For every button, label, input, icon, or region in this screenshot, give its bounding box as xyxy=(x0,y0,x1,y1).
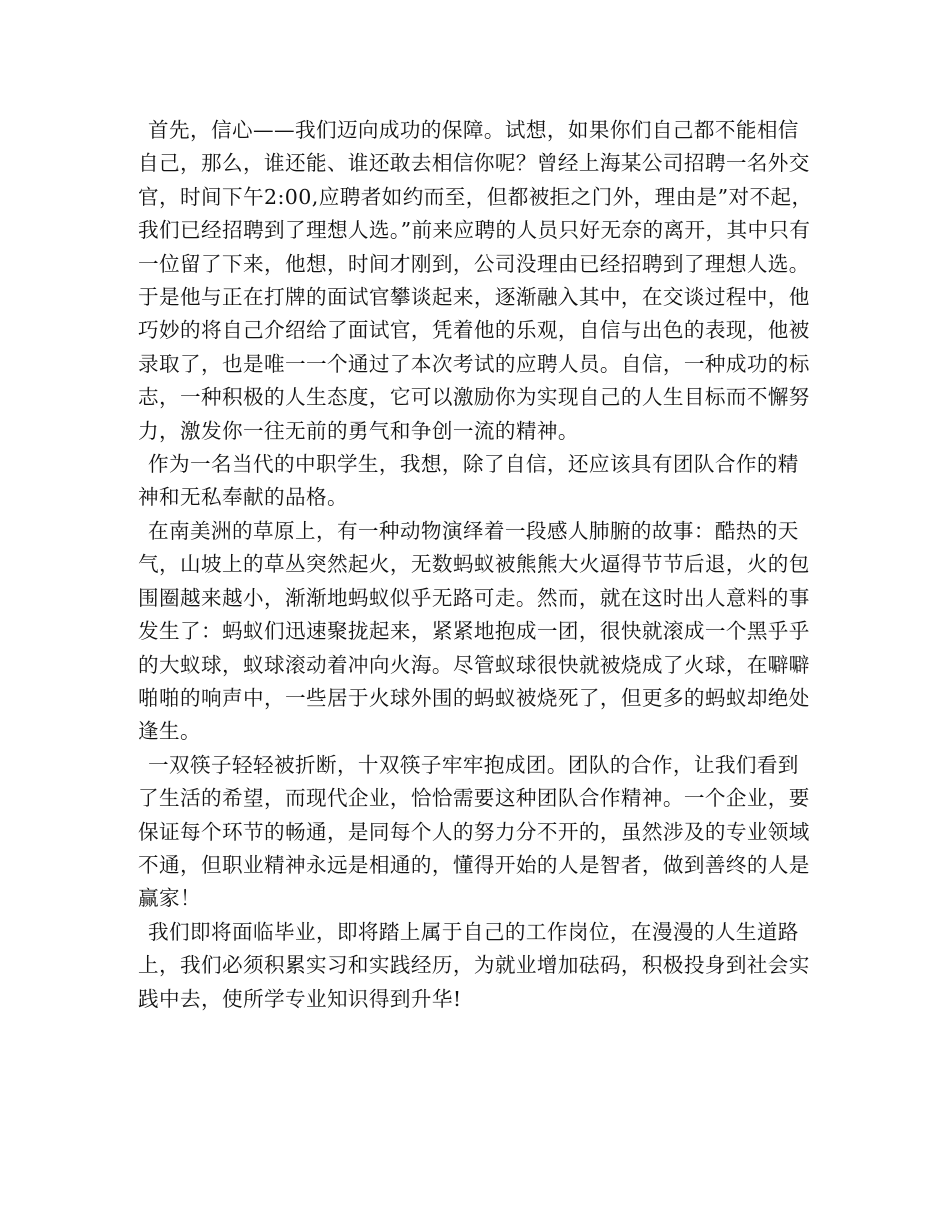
paragraph-ant-story: 在南美洲的草原上，有一种动物演绎着一段感人肺腑的故事：酷热的天气，山坡上的草丛突然起火，无数蚂蚁被熊熊大火逼得节节后退，火的包围圈越来越小，渐渐地蚂蚁似乎无路可走。然而，就在这时出人意料的事发生了：蚂蚁们迅速聚拢起来，紧紧地抱成一团，很快就滚成一个黑乎乎的大蚁球，蚁球滚动着冲向火海。尽管蚁球很快就被烧成了火球，在噼噼啪啪的响声中，一些居于火球外围的蚂蚁被烧死了，但更多的蚂蚁却绝处逢生。 xyxy=(138,518,810,744)
paragraph-graduation: 我们即将面临毕业，即将踏上属于自己的工作岗位，在漫漫的人生道路上，我们必须积累实习和实践经历，为就业增加砝码，积极投身到社会实践中去，使所学专业知识得到升华! xyxy=(138,919,810,1011)
document-body xyxy=(138,114,818,1016)
paragraph-chopsticks: 一双筷子轻轻被折断，十双筷子牢牢抱成团。团队的合作，让我们看到了生活的希望，而现代企业，恰恰需要这种团队合作精神。一个企业，要保证每个环节的畅通，是同每个人的努力分不开的，虽然涉及的专业领域不通，但职业精神永远是相通的，懂得开始的人是智者，做到善终的人是赢家！ xyxy=(138,752,810,911)
paragraph-teamwork-intro: 作为一名当代的中职学生，我想，除了自信，还应该具有团队合作的精神和无私奉献的品格。 xyxy=(138,452,799,510)
paragraph-confidence: 首先，信心——我们迈向成功的保障。试想，如果你们自己都不能相信自己，那么，谁还能、谁还敢去相信你呢？曾经上海某公司招聘一名外交官，时间下午2:00,应聘者如约而至，但都被拒之门外，理由是”对不起，我们已经招聘到了理想人选。”前来应聘的人员只好无奈的离开，其中只有一位留了下来，他想，时间才刚到，公司没理由已经招聘到了理想人选。于是他与正在打牌的面试官攀谈起来，逐渐融入其中，在交谈过程中，他巧妙的将自己介绍给了面试官，凭着他的乐观，自信与出色的表现，他被录取了，也是唯一一个通过了本次考试的应聘人员。自信，一种成功的标志，一种积极的人生态度，它可以激励你为实现自己的人生目标而不懈努力，激发你一往无前的勇气和争创一流的精神。 xyxy=(138,118,813,443)
